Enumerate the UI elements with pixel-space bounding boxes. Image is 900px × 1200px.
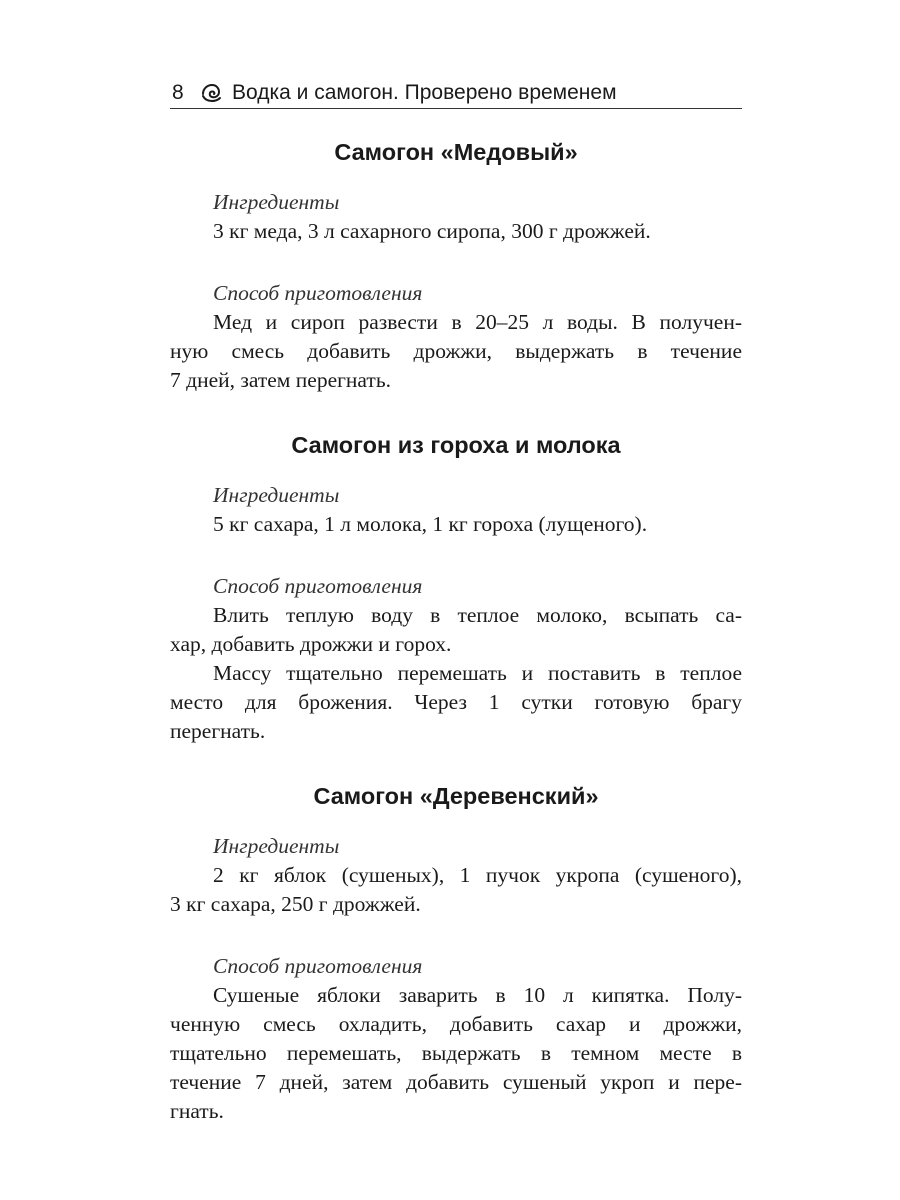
spacer: [170, 174, 742, 188]
text-line: 7 дней, затем перегнать.: [170, 368, 391, 392]
book-title: Водка и самогон. Проверено временем: [232, 81, 617, 104]
text-line: 3 кг сахара, 250 г дрожжей.: [170, 892, 421, 916]
spacer: [170, 539, 742, 572]
text-line: перегнать.: [170, 719, 266, 743]
text-line: Сушеные яблоки заварить в 10 л кипятка. Полу-: [213, 983, 742, 1007]
page-body: [170, 130, 742, 1126]
ingredients-label: Ингредиенты: [213, 190, 340, 214]
text-line: 2 кг яблок (сушеных), 1 пучок укропа (сушеного),: [213, 863, 742, 887]
method-paragraph: [170, 308, 742, 395]
swirl-ornament-icon: [200, 82, 222, 104]
ingredients-label: Ингредиенты: [213, 483, 340, 507]
recipe-section: [170, 130, 742, 395]
ingredients-label: Ингредиенты: [213, 834, 340, 858]
text-line: ную смесь добавить дрожжи, выдержать в течение: [170, 339, 742, 363]
recipe-title: Самогон из гороха и молока: [291, 432, 621, 458]
text-line: Мед и сироп развести в 20–25 л воды. В получен-: [213, 310, 742, 334]
method-paragraph: [170, 981, 742, 1126]
recipe-section: [170, 423, 742, 746]
text-line: Влить теплую воду в теплое молоко, всыпать са-: [213, 603, 742, 627]
text-line: ченную смесь охладить, добавить сахар и дрожжи,: [170, 1012, 742, 1036]
section-gap: [170, 746, 742, 774]
text-line: Массу тщательно перемешать и поставить в теплое: [213, 661, 742, 685]
running-head: [172, 78, 742, 108]
ingredients-paragraph: [170, 861, 742, 919]
method-label: Способ приготовления: [213, 574, 423, 598]
spacer: [170, 246, 742, 279]
text-line: гнать.: [170, 1099, 224, 1123]
method-paragraph: [170, 601, 742, 659]
spacer: [170, 467, 742, 481]
method-label: Способ приготовления: [213, 954, 423, 978]
recipe-section: [170, 774, 742, 1126]
spacer: [170, 919, 742, 952]
method-label: Способ приготовления: [213, 281, 423, 305]
text-line: место для брожения. Через 1 сутки готовую брагу: [170, 690, 742, 714]
recipe-title: Самогон «Деревенский»: [313, 783, 599, 809]
text-line: течение 7 дней, затем добавить сушеный укроп и пере-: [170, 1070, 742, 1094]
spacer: [170, 818, 742, 832]
header-rule: [170, 108, 742, 109]
section-gap: [170, 395, 742, 423]
ingredients-paragraph: [170, 510, 742, 539]
recipe-title: Самогон «Медовый»: [334, 139, 578, 165]
text-line: тщательно перемешать, выдержать в темном месте в: [170, 1041, 742, 1065]
text-line: хар, добавить дрожжи и горох.: [170, 632, 452, 656]
page-number: 8: [172, 81, 184, 104]
text-line: 3 кг меда, 3 л сахарного сиропа, 300 г дрожжей.: [213, 219, 651, 243]
method-paragraph: [170, 659, 742, 746]
ingredients-paragraph: [170, 217, 742, 246]
text-line: 5 кг сахара, 1 л молока, 1 кг гороха (лущеного).: [213, 512, 648, 536]
